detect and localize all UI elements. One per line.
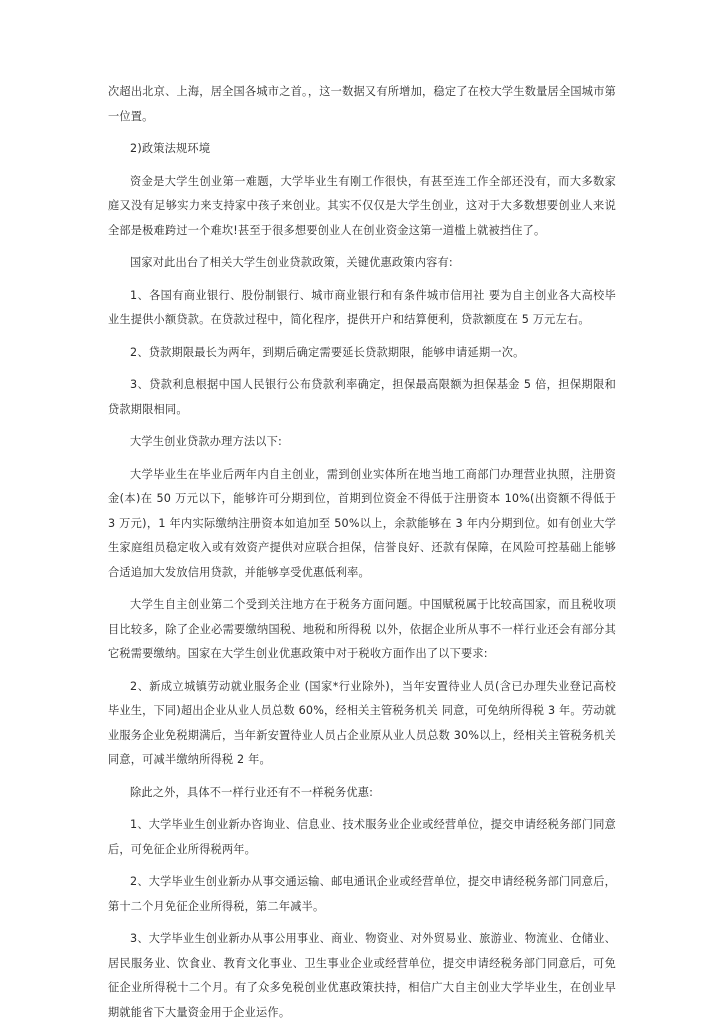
list-item-tax-2: 2、新成立城镇劳动就业服务企业 (国家*行业除外)，当年安置待业人员(含已办理失业登记高校毕业生，下同)超出企业从业人员总数 60%，经相关主管税务机关 同意，可免纳所得税 3 年。劳动就业服务企业免税期满后，当年新安置待业人员占企业原从业人员总数 30%以上，经相关主管税务机关同意，可减半缴纳所得税 2 年。 — [108, 679, 616, 766]
paragraph-intro-continuation: 次超出北京、上海，居全国各城市之首。，这一数据又有所增加，稳定了在校大学生数量居全国城市第一位置。 — [108, 85, 616, 123]
paragraph-loan-policy-intro: 国家对此出台了相关大学生创业贷款政策，关键优惠政策内容有: — [130, 256, 453, 269]
list-item-industry-3: 3、大学毕业生创业新办从事公用事业、商业、物资业、对外贸易业、旅游业、物流业、仓储业、居民服务业、饮食业、教育文化事业、卫生事业企业或经营单位，提交申请经税务部门同意后，可免征企业所得税十二个月。有了众多免税创业优惠政策扶持，相信广大自主创业大学毕业生，在创业早期就能省下大量资金用于企业运作。 — [108, 932, 616, 1019]
list-item-loan-3: 3、贷款利息根据中国人民银行公布贷款利率确定，担保最高限额为担保基金 5 倍，担保期限和贷款期限相同。 — [108, 378, 616, 416]
document-page — [108, 80, 616, 1025]
list-item-loan-2: 2、贷款期限最长为两年，到期后确定需要延长贷款期限，能够申请延期一次。 — [130, 345, 525, 359]
paragraph-tax-issue: 大学生自主创业第二个受到关注地方在于税务方面问题。中国赋税属于比较高国家，而且税收项目比较多，除了企业必需要缴纳国税、地税和所得税 以外，依据企业所从事不一样行业还会有部分其它税需要缴纳。国家在大学生创业优惠政策中对于税收方面作出了以下要求: — [108, 598, 616, 660]
list-item-industry-1: 1、大学毕业生创业新办咨询业、信息业、技术服务业企业或经营单位，提交申请经税务部门同意后，可免征企业所得税两年。 — [108, 818, 616, 856]
list-item-loan-1: 1、各国有商业银行、股份制银行、城市商业银行和有条件城市信用社 要为自主创业各大高校毕业生提供小额贷款。在贷款过程中，简化程序，提供开户和结算便利，贷款额度在 5 万元左右。 — [108, 288, 616, 326]
paragraph-loan-method-heading: 大学生创业贷款办理方法以下: — [130, 435, 283, 448]
paragraph-industry-tax-heading: 除此之外，具体不一样行业还有不一样税务优惠: — [130, 785, 374, 799]
paragraph-loan-method: 大学毕业生在毕业后两年内自主创业，需到创业实体所在地当地工商部门办理营业执照，注册资金(本)在 50 万元以下，能够许可分期到位，首期到位资金不得低于注册资本 10%(出资额不得低于 3 万元)，1 年内实际缴纳注册资本如追加至 50%以上，余款能够在 3 年内分期到位。如有创业大学生家庭组员稳定收入或有效资产提供对应联合担保，信誉良好、还款有保障，在风险可控基础上能够合适追加大发放信用贷款，并能够享受优惠低利率。 — [108, 467, 616, 579]
section-heading-policy-environment: 2)政策法规环境 — [130, 142, 211, 155]
list-item-industry-2: 2、大学毕业生创业新办从事交通运输、邮电通讯企业或经营单位，提交申请经税务部门同意后，第十二个月免征企业所得税，第二年减半。 — [108, 875, 616, 913]
paragraph-funding-difficulty: 资金是大学生创业第一难题，大学毕业生有刚工作很快，有甚至连工作全部还没有，而大多数家庭又没有足够实力来支持家中孩子来创业。其实不仅仅是大学生创业，这对于大多数想要创业人来说全部是极难跨过一个难坎!甚至于很多想要创业人在创业资金这第一道槛上就被挡住了。 — [108, 174, 616, 237]
